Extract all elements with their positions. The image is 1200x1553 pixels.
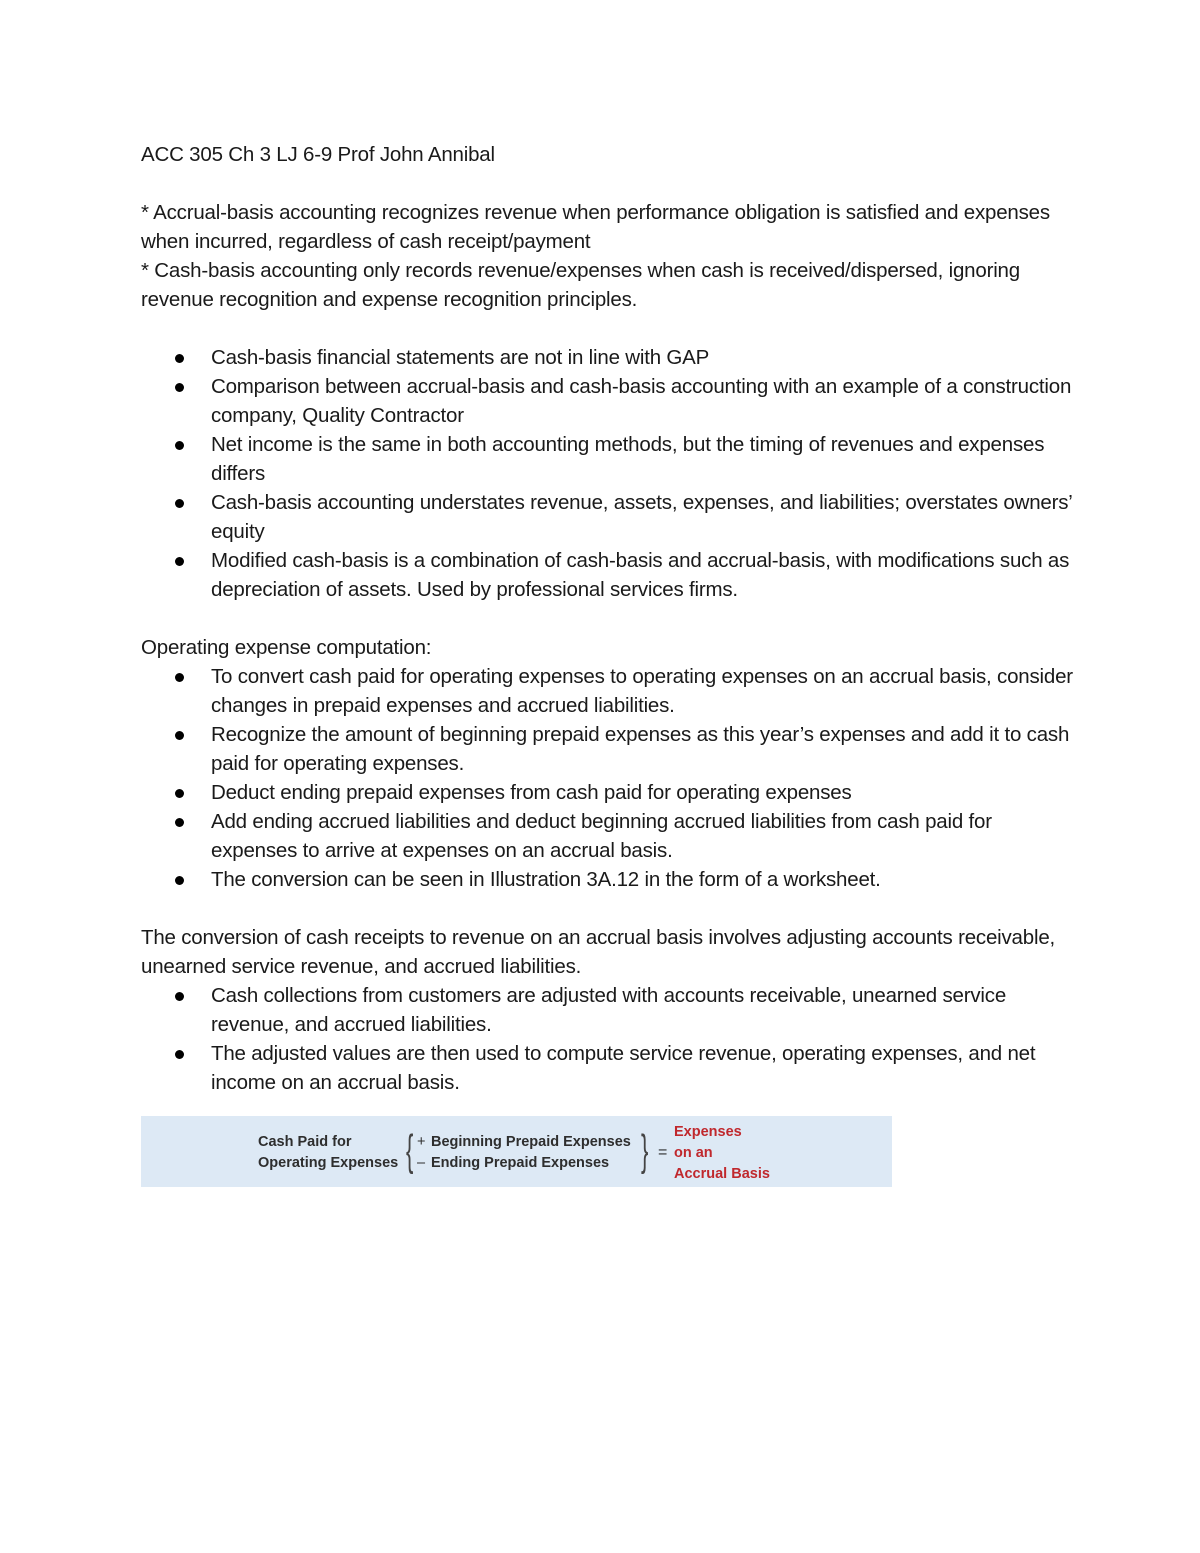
formula-result-line-1: Expenses: [674, 1124, 742, 1140]
list-item: Net income is the same in both accounting methods, but the timing of revenues and expenses differs: [141, 430, 1081, 488]
formula-left-line-1: Cash Paid for: [258, 1134, 352, 1150]
formula-left-line-2: Operating Expenses: [258, 1155, 399, 1171]
spacer: [141, 169, 1081, 198]
formula-illustration: [141, 1116, 892, 1187]
formula-result: [674, 1122, 770, 1185]
formula-term-ending-prepaid: [417, 1153, 631, 1174]
formula-adjustments: [417, 1132, 631, 1174]
list-item: Modified cash-basis is a combination of cash-basis and accrual-basis, with modifications such as depreciation of assets. Used by professional services firms.: [141, 546, 1081, 604]
formula-result-line-3: Accrual Basis: [674, 1166, 770, 1182]
spacer: [141, 604, 1081, 633]
right-brace-icon: }: [641, 1126, 649, 1175]
spacer: [141, 894, 1081, 923]
document-body: [141, 140, 1081, 1097]
list-item: The adjusted values are then used to compute service revenue, operating expenses, and net income on an accrual basis.: [141, 1039, 1081, 1097]
list-item: The conversion can be seen in Illustration 3A.12 in the form of a worksheet.: [141, 865, 1081, 894]
bullet-list-basis-comparison: [141, 343, 1081, 604]
formula-term-label: Beginning Prepaid Expenses: [431, 1134, 631, 1150]
list-item: Cash-basis financial statements are not in line with GAP: [141, 343, 1081, 372]
list-item: Recognize the amount of beginning prepaid expenses as this year’s expenses and add it to cash paid for operating expenses.: [141, 720, 1081, 778]
intro-accrual-basis: * Accrual-basis accounting recognizes revenue when performance obligation is satisfied and expenses when incurred, regardless of cash receipt/payment: [141, 201, 1050, 253]
list-item: Cash-basis accounting understates revenue, assets, expenses, and liabilities; overstates owners’ equity: [141, 488, 1081, 546]
equals-icon: =: [658, 1144, 668, 1161]
formula-left-side: [258, 1132, 398, 1174]
left-brace-icon: {: [406, 1126, 414, 1175]
bullet-list-operating-expense: [141, 662, 1081, 894]
intro-cash-basis: * Cash-basis accounting only records revenue/expenses when cash is received/dispersed, ignoring revenue recognition and expense recognition principles.: [141, 259, 1020, 311]
minus-icon: –: [417, 1155, 426, 1171]
plus-icon: +: [417, 1134, 426, 1150]
section-heading-operating-expense: Operating expense computation:: [141, 636, 432, 659]
bullet-list-cash-receipts: [141, 981, 1081, 1097]
formula-term-beginning-prepaid: [417, 1132, 631, 1153]
section-paragraph-cash-receipts: The conversion of cash receipts to revenue on an accrual basis involves adjusting accounts receivable, unearned service revenue, and accrued liabilities.: [141, 926, 1056, 978]
list-item: Add ending accrued liabilities and deduct beginning accrued liabilities from cash paid for expenses to arrive at expenses on an accrual basis.: [141, 807, 1081, 865]
spacer: [141, 314, 1081, 343]
formula-term-label: Ending Prepaid Expenses: [431, 1155, 610, 1171]
formula-result-line-2: on an: [674, 1145, 713, 1161]
list-item: Comparison between accrual-basis and cash-basis accounting with an example of a construction company, Quality Contractor: [141, 372, 1081, 430]
list-item: Deduct ending prepaid expenses from cash paid for operating expenses: [141, 778, 1081, 807]
list-item: Cash collections from customers are adjusted with accounts receivable, unearned service revenue, and accrued liabilities.: [141, 981, 1081, 1039]
document-title: ACC 305 Ch 3 LJ 6-9 Prof John Annibal: [141, 143, 495, 166]
list-item: To convert cash paid for operating expenses to operating expenses on an accrual basis, consider changes in prepaid expenses and accrued liabilities.: [141, 662, 1081, 720]
